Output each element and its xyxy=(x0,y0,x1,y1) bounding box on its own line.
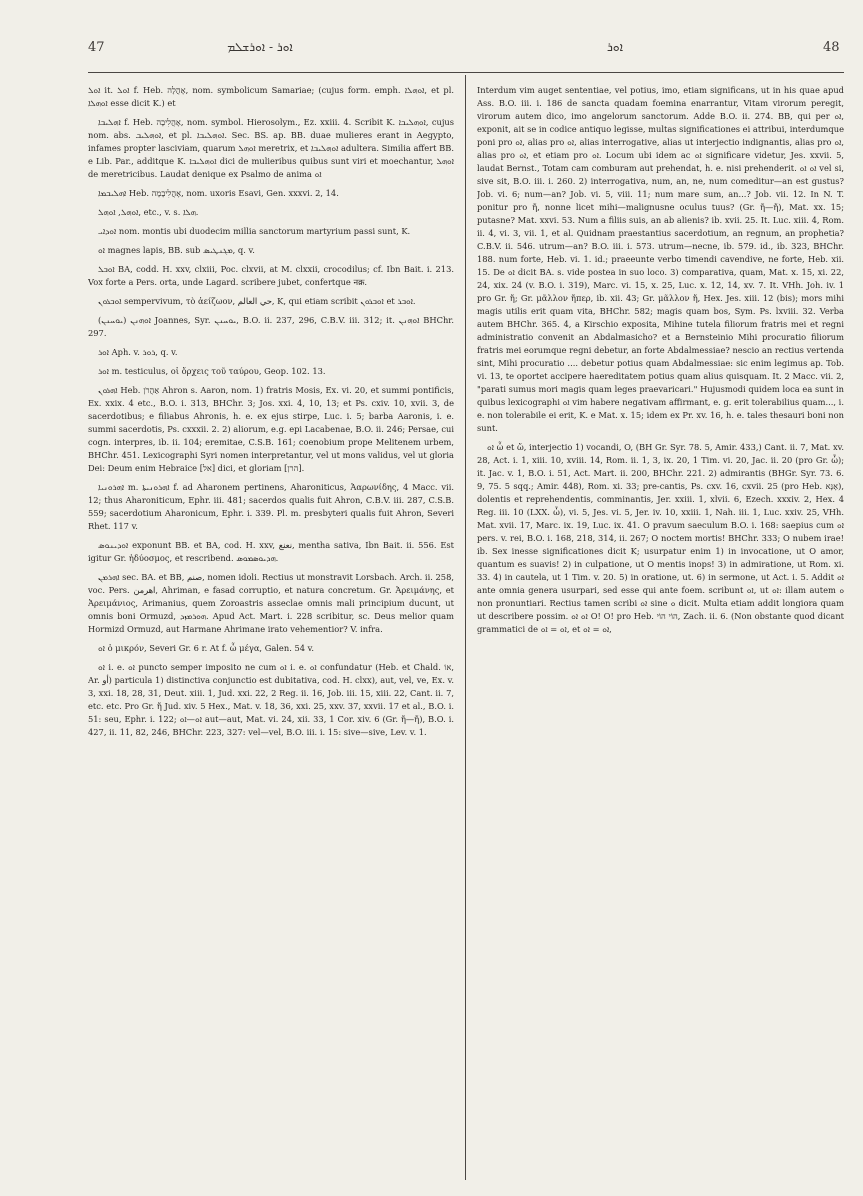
entry: ܐܗܠܝܒܐ f. Heb. אָהֳלִיבָה, nom. symbol. Hierosolym., Ez. xxiii. 4. Scribit K. ܐܘܗܠܝܒܐ, cujus nom. abs. ܐܘܗܠܝܒ, et pl. ܐܘܗܠܝܒܐ. Sec. BS. ap. BB. duae mulieres erant in Aegypto, infames propter lasciviam, quarum ܐܘܗܠ meretrix, et ܐܘܗܠܝܒܐ adultera. Similia affert BB. e Lib. Par., additque K. ܐܘܗܠܝܒܐ dici de mulieribus quibus sunt viri et moechantur, ܐܘܗܠ de meretricibus. Laudat denique ex Psalmo de anima ܐܘ xyxy=(88,117,454,179)
right-page-number: 48 xyxy=(823,40,840,55)
entry: ܐܗܪܡܢ sec. BA. et BB, صنم, nomen idoli. Rectius ut monstravit Lorsbach. Arch. ii. 258, voc. Pers. اهرمن, Ahriman, e fasad corruptio, et natura concretum. Gr. Ἀρειμάνης, et Ἀρειμάνιος, Arimanius, quem Zoroastris asseclae omnis mali principium ducunt, ut omnis boni Ormuzd, ܗܘܪܡܙܕ. Apud Act. Mart. i. 228 scribitur, sc. Deus melior quam Hormizd Ormuzd, aut Harmane Ahrimane irato vehementior? V. infra. xyxy=(88,572,454,634)
entry: ܐܗܠܝܒܡܐ Heb. אָהֳלִיבָמָה, nom. uxoris Esavi, Gen. xxxvi. 2, 14. xyxy=(98,188,339,198)
entry: ܐܘ ὦ et ὤ, interjectio 1) vocandi, O, (BH Gr. Syr. 78. 5, Amir. 433,) Cant. ii. 7, Mat. xv. 28, Act. i. 1, xiii. 10, xviii. 14, Rom. ii. 1, 3, ix. 20, 1 Tim. vi. 20, Jac. ii. 20 (pro Gr. ὦ); it. Jac. v. 1, B.O. i. 51, Act. Mart. ii. 200, BHChr. 221. 2) admirantis (BHGr. Syr. 73. 6. 9, 75. 5 sqq.; Amir. 448), Rom. xi. 33; pre-cantis, Ps. cxv. 16, cxvii. 25 (pro Heb. אָנָּא), dolentis et reprehendentis, comminantis, Jer. xxiii. 1, xlvii. 6, Ezech. xxxiv. 2, Hex. 4 Reg. iii. 10 (LXX. ὦ), vi. 5, Jes. vi. 5, Jer. iv. 10, xxiii. 1, Nah. iii. 1, Luc. xxiv. 25, VHh. Mat. xvii. 17, Marc. ix. 19, Luc. ix. 41. O pravum saeculum B.O. i. 168: saepius cum ܐܘ pers. v. rei, B.O. i. 168, 218, 314, ii. 267; O noctem mortis! BHChr. 333; O nubem irae! ib. Sex inesse significationes dicit K; usurpatur enim 1) in invocatione, ut O amor, quantum es suavis! 2) in culpatione, ut O mentis inops! 3) in admiratione, ut Rom. xi. 33. 4) in cautela, ut 1 Tim. v. 20. 5) in oratione, ut. 6) in sermone, ut Act. i. 5. Addit ܐܘ ante omnia genera usurpari, sed esse qui ante foem. scribunt ܐܘ, ut ܐܘ: illam autem ܘ non pronuntiari. Rectius tamen scribi ܐܘ sine ܘ dicit. Multa etiam addit longiora quam ut describere possim. ܐܘ ܐܘ O! O! pro Heb. הוֹי הוֹי, Zach. ii. 6. (Non obstante quod dicant grammatici de ܐܘ = ܐܘ, et ܐܘ = ܐܘ, xyxy=(477,442,844,634)
column-divider xyxy=(465,75,466,1180)
entry: ܐܘ magnes lapis, BB. sub ܡܓܢܛܝܣ, q. v. xyxy=(98,245,255,255)
right-running-title: ܐܘܪ xyxy=(607,40,623,54)
entry: ܐܘܪ Aph. v. ܪܘܪ, q. v. xyxy=(98,347,178,357)
entry: ܐܘܕܝܢܘܣ exponunt BB. et BA, cod. H. xxv, نعنع, mentha sativa, Ibn Bait. ii. 556. Est igitur Gr. ἡδύοσμος, et rescribend. ܗܕܝܘܣܡܘܣ. xyxy=(88,540,454,563)
entry: ܐܘܒܪܘܢ sempervivum, τὸ ἀείζωον, حي العالم, K, qui etiam scribit ܐܘܒܪܘܢ et ܐܘܒܪ. xyxy=(98,296,416,306)
page-header xyxy=(0,0,863,70)
left-column xyxy=(88,84,454,1184)
entry: ܐܗܪܘܢܝܐ m. ܐܗܪܘܢܝܬܐ f. ad Aharonem pertinens, Aharoniticus, Ἀαρωνίδης, 4 Macc. vii. 12; thus Aharoniticum, Ephr. iii. 481; sacerdos qualis fuit Ahron, C.B.V. iii. 287, C.S.B. 559; sacerdotium Aharonicum, Ephr. i. 339. Pl. m. presbyteri qualis fuit Ahron, Severi Rhet. 117 v. xyxy=(88,482,454,531)
entry: ܐܘܪ m. testiculus, οἱ ὄρχεις τοῦ ταύρου, Geop. 102. 13. xyxy=(98,366,326,376)
entry: Interdum vim auget sententiae, vel potius, imo, etiam significans, ut in his quae apud Ass. B.O. iii. i. 186 de sancta quadam foemina enarrantur, Vitam virorum peregit, virorum autem dico, imo angelorum sanctorum. Adde B.O. ii. 274. BB, qui per ܐܘ, exponit, ait se in codice antiquo legisse, multas significationes ei attribui, interdumque poni pro ܐܘ, alias pro ܐܘ, alias interrogative, alias ut interjectio indignantis, alias pro ܐܘ, alias pro ܐܘ, et etiam pro ܐܘ. Locum ubi idem ac ܐܘ significare videtur, Jes. xxvii. 5, laudat Bernst., Totam cam comburam aut prehendat, h. e. nisi prehenderit. ܐܘ ܐܘ vel si, sive sit, B.O. iii. i. 260. 2) interrogativa, num, an, ne, num comeditur—an est gustus? Job. vi. 6; num—an? Job. vi. 5, viii. 11; num mare sum, an...? Job. vii. 12. In N. T. ponitur pro ἤ, nonne licet mihi—malignusne oculus tuus? (Gr. ἤ—ἤ), Mat. xx. 15; putasne? Mat. xxvi. 53. Num a filiis suis, an ab alienis? ib. xvii. 25. It. Luc. xiii. 4, Rom. ii. 4, vi. 3, vii. 1, et al. Quidnam praestantius sacerdotium, an regnum, an prophetia? C.B.V. ii. 546. utrum—an? B.O. iii. i. 573. utrum—necne, ib. 579. id., ib. 323, BHChr. 188. num forte, Heb. vi. 1. id.; praeeunte verbo timendi cavendive, ne forte, Heb. xii. 15. De ܐܘ dicit BA. s. vide postea in suo loco. 3) comparativa, quam, Mat. x. 15, xi. 22, 24, xix. 24 (v. B.O. i. 319), Marc. vi. 15, x. 25, Luc. x. 12, 14, xv. 7. It. VHh. Joh. iv. 1 pro Gr. ἤ; Gr. μᾶλλον ἤπερ, ib. xii. 43; Gr. μᾶλλον ἤ, Hex. Jes. xiii. 12 (bis); mors mihi magis utilis erit quam vita, BHChr. 582; magis quam bos, Sym. Ps. lxviii. 32. Verba autem BHChr. 365. 4, a Kirschio exposita, Mihine tutela filiorum fratris mei et regni administratio convenit an Abdalmasicho? et a Bernsteinio Mihi procuratio filiorum fratris mei eorumque regni debetur, an forte Abdalmessiae? nescio an rectius vertenda sint, Mihi procuratio .... debetur potius quam Abdalmessiae: sic enim legimus ap. Tob. vi. 13, te oportet accipere haereditatem potius quam alius quisquam. It. 2 Macc. vii. 2, "parati sumus mori magis quam leges praevaricari." Hujusmodi quidem loca ea sunt in quibus lexicographi ܐܘ vim habere negativam affirmant, e. g. erit tolerabilius quam..., i. e. non tolerabile ei erit, K. e Mat. x. 15; idem ex Pr. xv. 16, h. e. tales thesauri boni non sunt. xyxy=(477,85,844,433)
left-page-number: 47 xyxy=(88,40,105,55)
entry: ܐܗܪܘܢ Heb. אַהֲרֹן Ahron s. Aaron, nom. 1) fratris Mosis, Ex. vi. 20, et summi pontificis, Ex. xxix. 4 etc., B.O. i. 313, BHChr. 3; Jos. xxi. 4, 10, 13; et Ps. cxiv. 10, xvii. 3, de sacerdotibus; e filiabus Ahronis, h. e. ex ejus stirpe, Luc. i. 5; barba Aaronis, i. e. summi sacerdotis, Ps. cxxxii. 2. 2) aliorum, e.g. epi Lacabenae, B.O. ii. 246; Persae, cui cogn. interpres, ib. ii. 104; eremitae, C.S.B. 161; coenobium prope Melitenem urbem, BHChr. 451. Lexicographi Syri nomen interpretantur, vel ut mons validus, vel ut gloria Dei: Deum enim Hebraice [אל] dici, et gloriam [הרן]. xyxy=(88,385,454,473)
right-column xyxy=(477,84,844,1184)
entry: ܐܘܠ it. ܐܘܠ f. Heb. אָהֳלָה, nom. symbolicum Samariae; (cujus form. emph. ܐܘܗܠܐ, et pl. ܐܘܗܠܐ esse dicit K.) et xyxy=(88,85,454,108)
entry: ܐܘܕܐܝ nom. montis ubi duodecim millia sanctorum martyrium passi sunt, K. xyxy=(98,226,411,236)
entry: ܐܘܒܠ BA, codd. H. xxv, clxiii, Poc. clxvii, at M. clxxii, crocodilus; cf. Ibn Bait. i. 213. Vox forte a Pers. orta, unde Lagard. scribere jubet, confertque नक्र. xyxy=(88,264,454,287)
entry: ܐܘܗܠ, ܐܘܗܠ, etc., v. s. ܗܠܐ. xyxy=(98,207,199,217)
header-rule xyxy=(88,72,844,73)
left-running-title: ܐܘܪ - ܐܘܪܫܠܡ xyxy=(227,40,293,54)
entry: ܐܘܗܢܢ (ܝܘܚܢܢ) Joannes, Syr. ܝܘܚܢܢ, B.O. ii. 237, 296, C.B.V. iii. 312; it. ܐܘܗܢܢ BHChr. 297. xyxy=(88,315,454,338)
entry: ܐܘ ὁ μικρόν, Severi Gr. 6 r. At f. ὦ μέγα, Galen. 54 v. xyxy=(98,643,314,653)
entry: ܐܘ i. e. ܐܘ puncto semper imposito ne cum ܐܘ i. e. ܐܘ confundatur (Heb. et Chald. אוֹ, Ar. أو) particula 1) distinctiva conjunctio est dubitativa, cod. H. clxx), aut, vel, ve, Ex. v. 3, xxi. 18, 28, 31, Deut. xiii. 1, Jud. xxi. 22, 2 Reg. ii. 16, Job. iii. 15, xiii. 22, Cant. ii. 7, etc. etc. Pro Gr. ἤ Jud. xiv. 5 Hex., Mat. v. 18, 36, xxi. 25, xxv. 37, xxvii. 17 et al., B.O. i. 51: seu, Ephr. i. 122; ܐܘ—ܐܘ aut—aut, Mat. vi. 24, xii. 33, 1 Cor. xiv. 6 (Gr. ἤ—ἤ), B.O. i. 427, ii. 11, 82, 246, BHChr. 223, 327: vel—vel, B.O. iii. i. 15: sive—sive, Lev. v. 1. xyxy=(88,662,454,737)
